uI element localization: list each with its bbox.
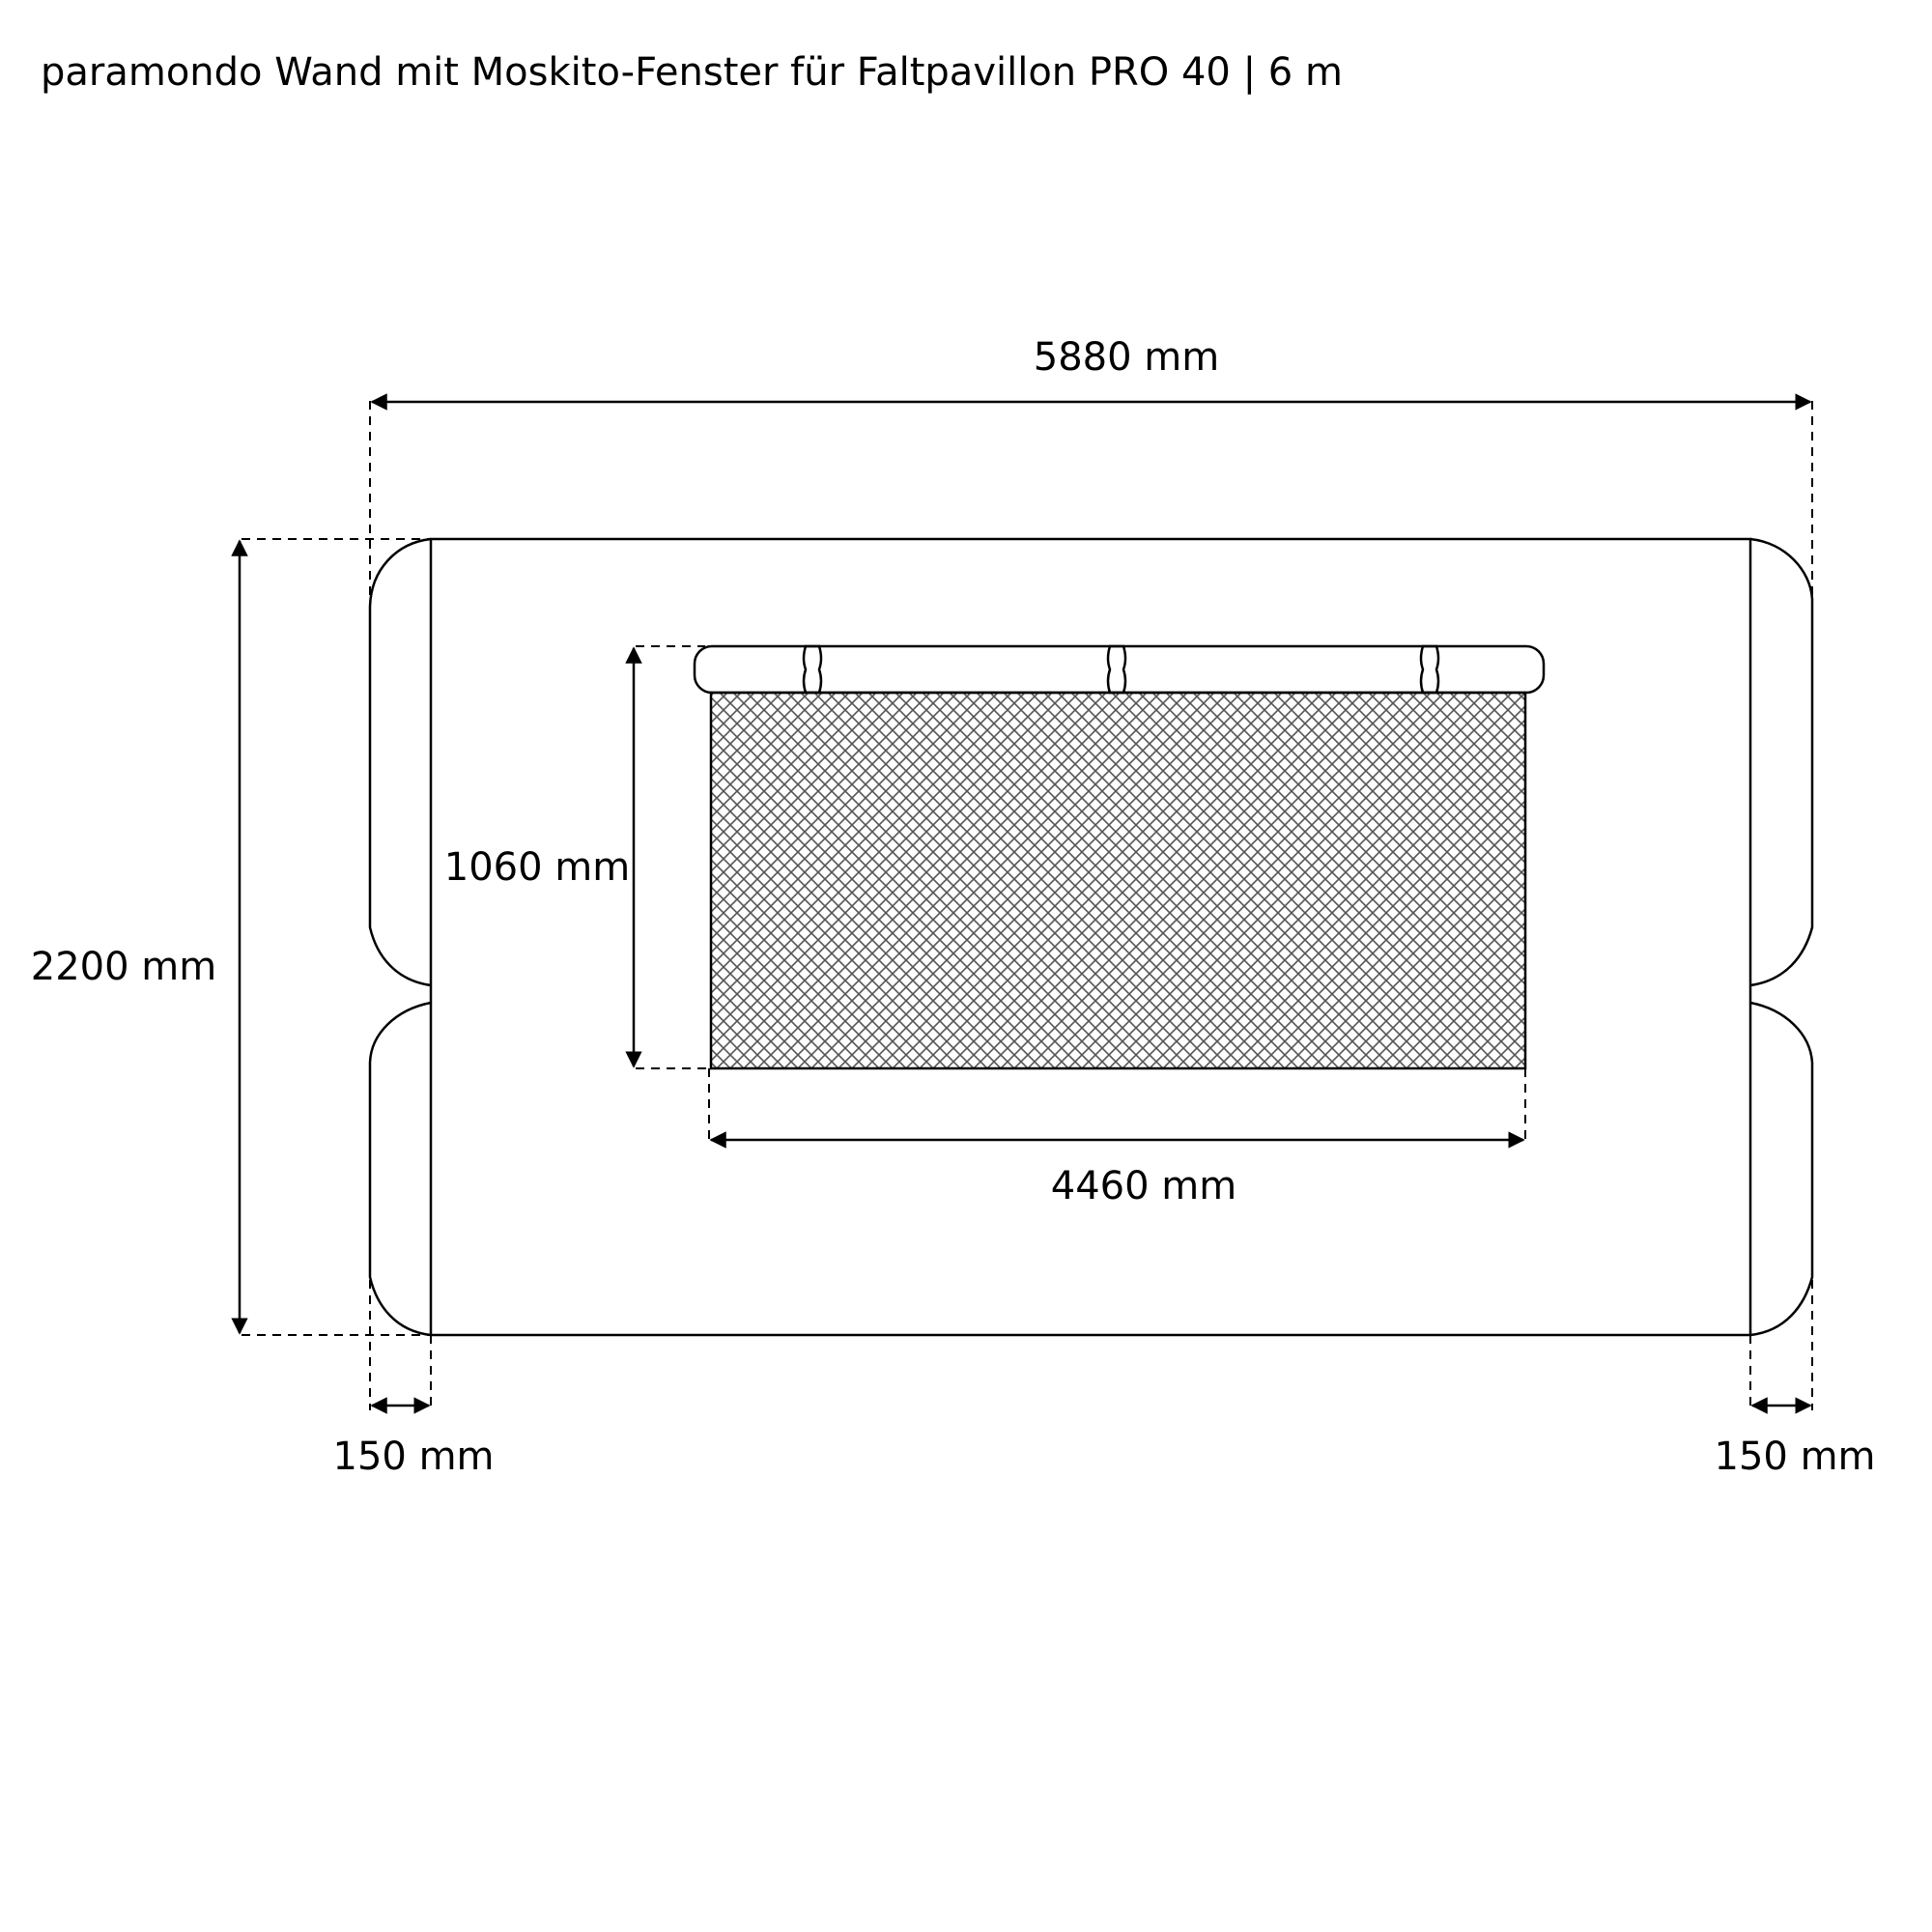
mosquito-net-window	[711, 693, 1525, 1068]
roll-strap-1	[804, 646, 821, 693]
roll-strap-2	[1108, 646, 1125, 693]
right-flap-upper	[1750, 539, 1812, 985]
label-right-flap: 150 mm	[1714, 1435, 1876, 1479]
left-flap-upper	[370, 539, 431, 985]
label-window-height: 1060 mm	[443, 845, 631, 890]
left-flap-lower	[370, 1003, 431, 1335]
label-left-flap: 150 mm	[332, 1435, 495, 1479]
roll-strap-3	[1421, 646, 1438, 693]
label-total-height: 2200 mm	[30, 945, 217, 989]
label-window-width: 4460 mm	[1050, 1164, 1237, 1208]
diagram-title: paramondo Wand mit Moskito-Fenster für Faltpavillon PRO 40 | 6 m	[41, 50, 1343, 95]
right-flap-lower	[1750, 1003, 1812, 1335]
label-total-width: 5880 mm	[1033, 335, 1220, 380]
